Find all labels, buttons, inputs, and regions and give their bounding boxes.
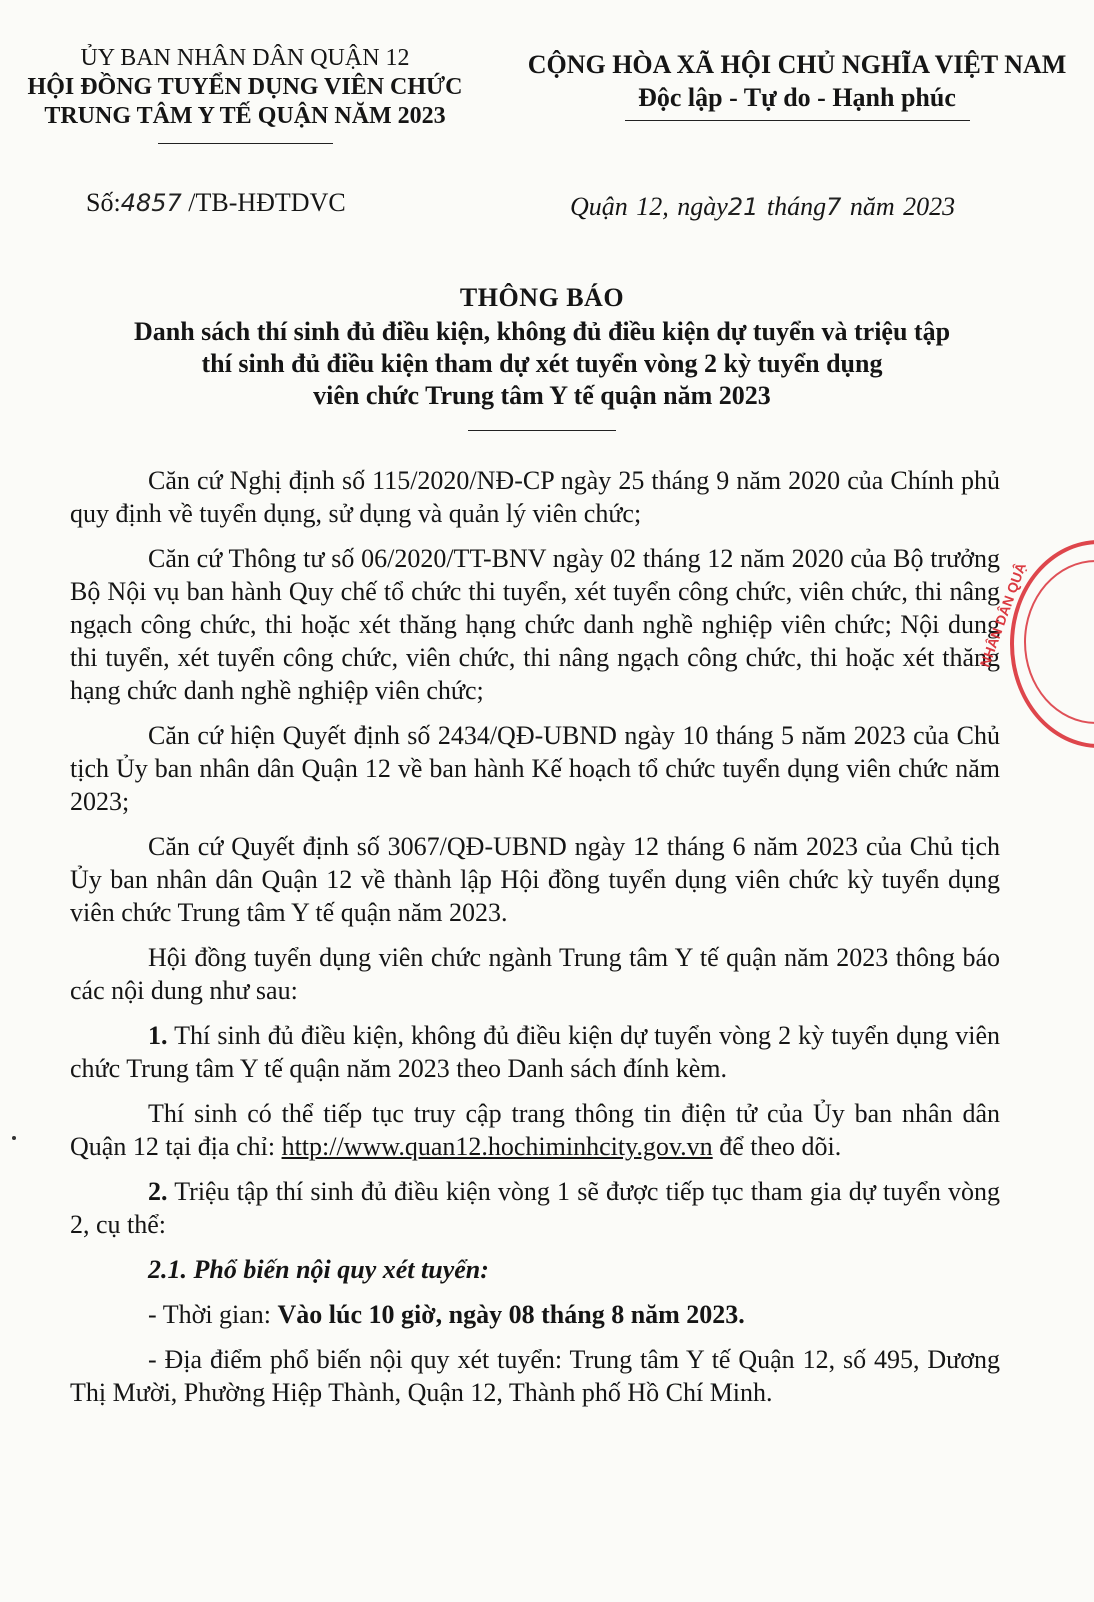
paragraph-item-1 [70, 1019, 1000, 1085]
date-place: Quận 12, ngày [570, 192, 728, 221]
document-subtitle [90, 316, 994, 412]
time-label: - Thời gian: [148, 1300, 278, 1329]
item-1-text: Thí sinh đủ điều kiện, không đủ điều kiện dự tuyển vòng 2 kỳ tuyển dụng viên chức Trung tâm Y tế quận năm 2023 theo Danh sách đính kèm. [70, 1021, 1000, 1083]
paragraph-legal-basis-4: Căn cứ Quyết định số 3067/QĐ-UBND ngày 12 tháng 6 năm 2023 của Chủ tịch Ủy ban nhân dân Quận 12 về thành lập Hội đồng tuyển dụng viên chức kỳ tuyển dụng viên chức Trung tâm Y tế quận năm 2023. [70, 832, 1000, 927]
document-number [86, 188, 346, 218]
doc-number-handwritten: 4857 [120, 189, 182, 217]
motto: Độc lập - Tự do - Hạnh phúc [638, 83, 956, 112]
issuing-authority-header [10, 44, 480, 144]
header-left-divider [158, 143, 333, 144]
doc-number-prefix: Số: [86, 188, 121, 217]
paragraph-announcement-intro: Hội đồng tuyển dụng viên chức ngành Trung tâm Y tế quận năm 2023 thông báo các nội dung như sau: [70, 943, 1000, 1005]
national-motto-header [512, 48, 1082, 121]
section-heading-2-1: 2.1. Phổ biến nội quy xét tuyển: [148, 1255, 489, 1284]
header-right-divider [625, 120, 970, 121]
paragraph-item-2 [70, 1175, 1000, 1241]
date-month-label: tháng [766, 192, 827, 221]
paragraph-legal-basis-1: Căn cứ Nghị định số 115/2020/NĐ-CP ngày 25 tháng 9 năm 2020 của Chính phủ quy định về tuyển dụng, sử dụng và quản lý viên chức; [70, 466, 1000, 528]
subtitle-divider [468, 430, 616, 431]
authority-line-1: ỦY BAN NHÂN DÂN QUẬN 12 [80, 45, 410, 71]
paragraph-website [70, 1097, 1000, 1163]
document-body [70, 464, 1000, 1421]
red-seal-text: NHÂN DÂN QUẬ [976, 560, 1030, 670]
subtitle-line-1: Danh sách thí sinh đủ điều kiện, không đủ điều kiện dự tuyển và triệu tập [133, 317, 951, 346]
paragraph-legal-basis-2: Căn cứ Thông tư số 06/2020/TT-BNV ngày 02 tháng 12 năm 2020 của Bộ trưởng Bộ Nội vụ ban hành Quy chế tổ chức thi tuyển, xét tuyển công chức, viên chức, thi nâng ngạch công chức, thi hoặc xét thăng hạng chức danh nghề nghiệp viên chức; Nội dung thi tuyển, xét tuyển công chức, viên chức, thi nâng ngạch công chức, thi hoặc xét thăng hạng chức danh nghề nghiệp viên chức; [70, 544, 1000, 705]
website-text-after: để theo dõi. [712, 1132, 842, 1161]
scan-speck [12, 1136, 16, 1140]
date-day: 21 [727, 193, 759, 221]
document-title: THÔNG BÁO [459, 283, 625, 312]
date-month: 7 [826, 193, 842, 221]
subtitle-line-3: viên chức Trung tâm Y tế quận năm 2023 [313, 381, 771, 410]
website-text-before: Thí sinh có thể tiếp tục truy cập trang thông tin điện tử của Ủy ban nhân dân Quận 12 tại địa chỉ: [70, 1099, 1000, 1161]
authority-line-2: HỘI ĐỒNG TUYỂN DỤNG VIÊN CHỨC [27, 74, 463, 100]
time-value: Vào lúc 10 giờ, ngày 08 tháng 8 năm 2023. [277, 1300, 745, 1329]
date-line [570, 192, 955, 222]
item-2-text: Triệu tập thí sinh đủ điều kiện vòng 1 sẽ được tiếp tục tham gia dự tuyển vòng 2, cụ thể: [70, 1177, 1000, 1239]
subtitle-line-2: thí sinh đủ điều kiện tham dự xét tuyển vòng 2 kỳ tuyển dụng [201, 349, 883, 378]
website-link[interactable]: http://www.quan12.hochiminhcity.gov.vn [281, 1132, 713, 1161]
paragraph-legal-basis-3: Căn cứ hiện Quyết định số 2434/QĐ-UBND ngày 10 tháng 5 năm 2023 của Chủ tịch Ủy ban nhân dân Quận 12 về ban hành Kế hoạch tổ chức tuyển dụng viên chức năm 2023; [70, 721, 1000, 816]
item-1-number: 1. [148, 1021, 168, 1050]
authority-line-3: TRUNG TÂM Y TẾ QUẬN NĂM 2023 [44, 103, 446, 129]
doc-number-suffix: /TB-HĐTDVC [181, 188, 346, 217]
date-year: năm 2023 [849, 192, 956, 221]
paragraph-time [70, 1298, 1000, 1331]
item-2-number: 2. [148, 1177, 168, 1206]
republic-name: CỘNG HÒA XÃ HỘI CHỦ NGHĨA VIỆT NAM [527, 50, 1067, 79]
paragraph-location: - Địa điểm phổ biến nội quy xét tuyển: Trung tâm Y tế Quận 12, số 495, Dương Thị Mười, Phường Hiệp Thành, Quận 12, Thành phố Hồ Chí Minh. [70, 1345, 1000, 1407]
